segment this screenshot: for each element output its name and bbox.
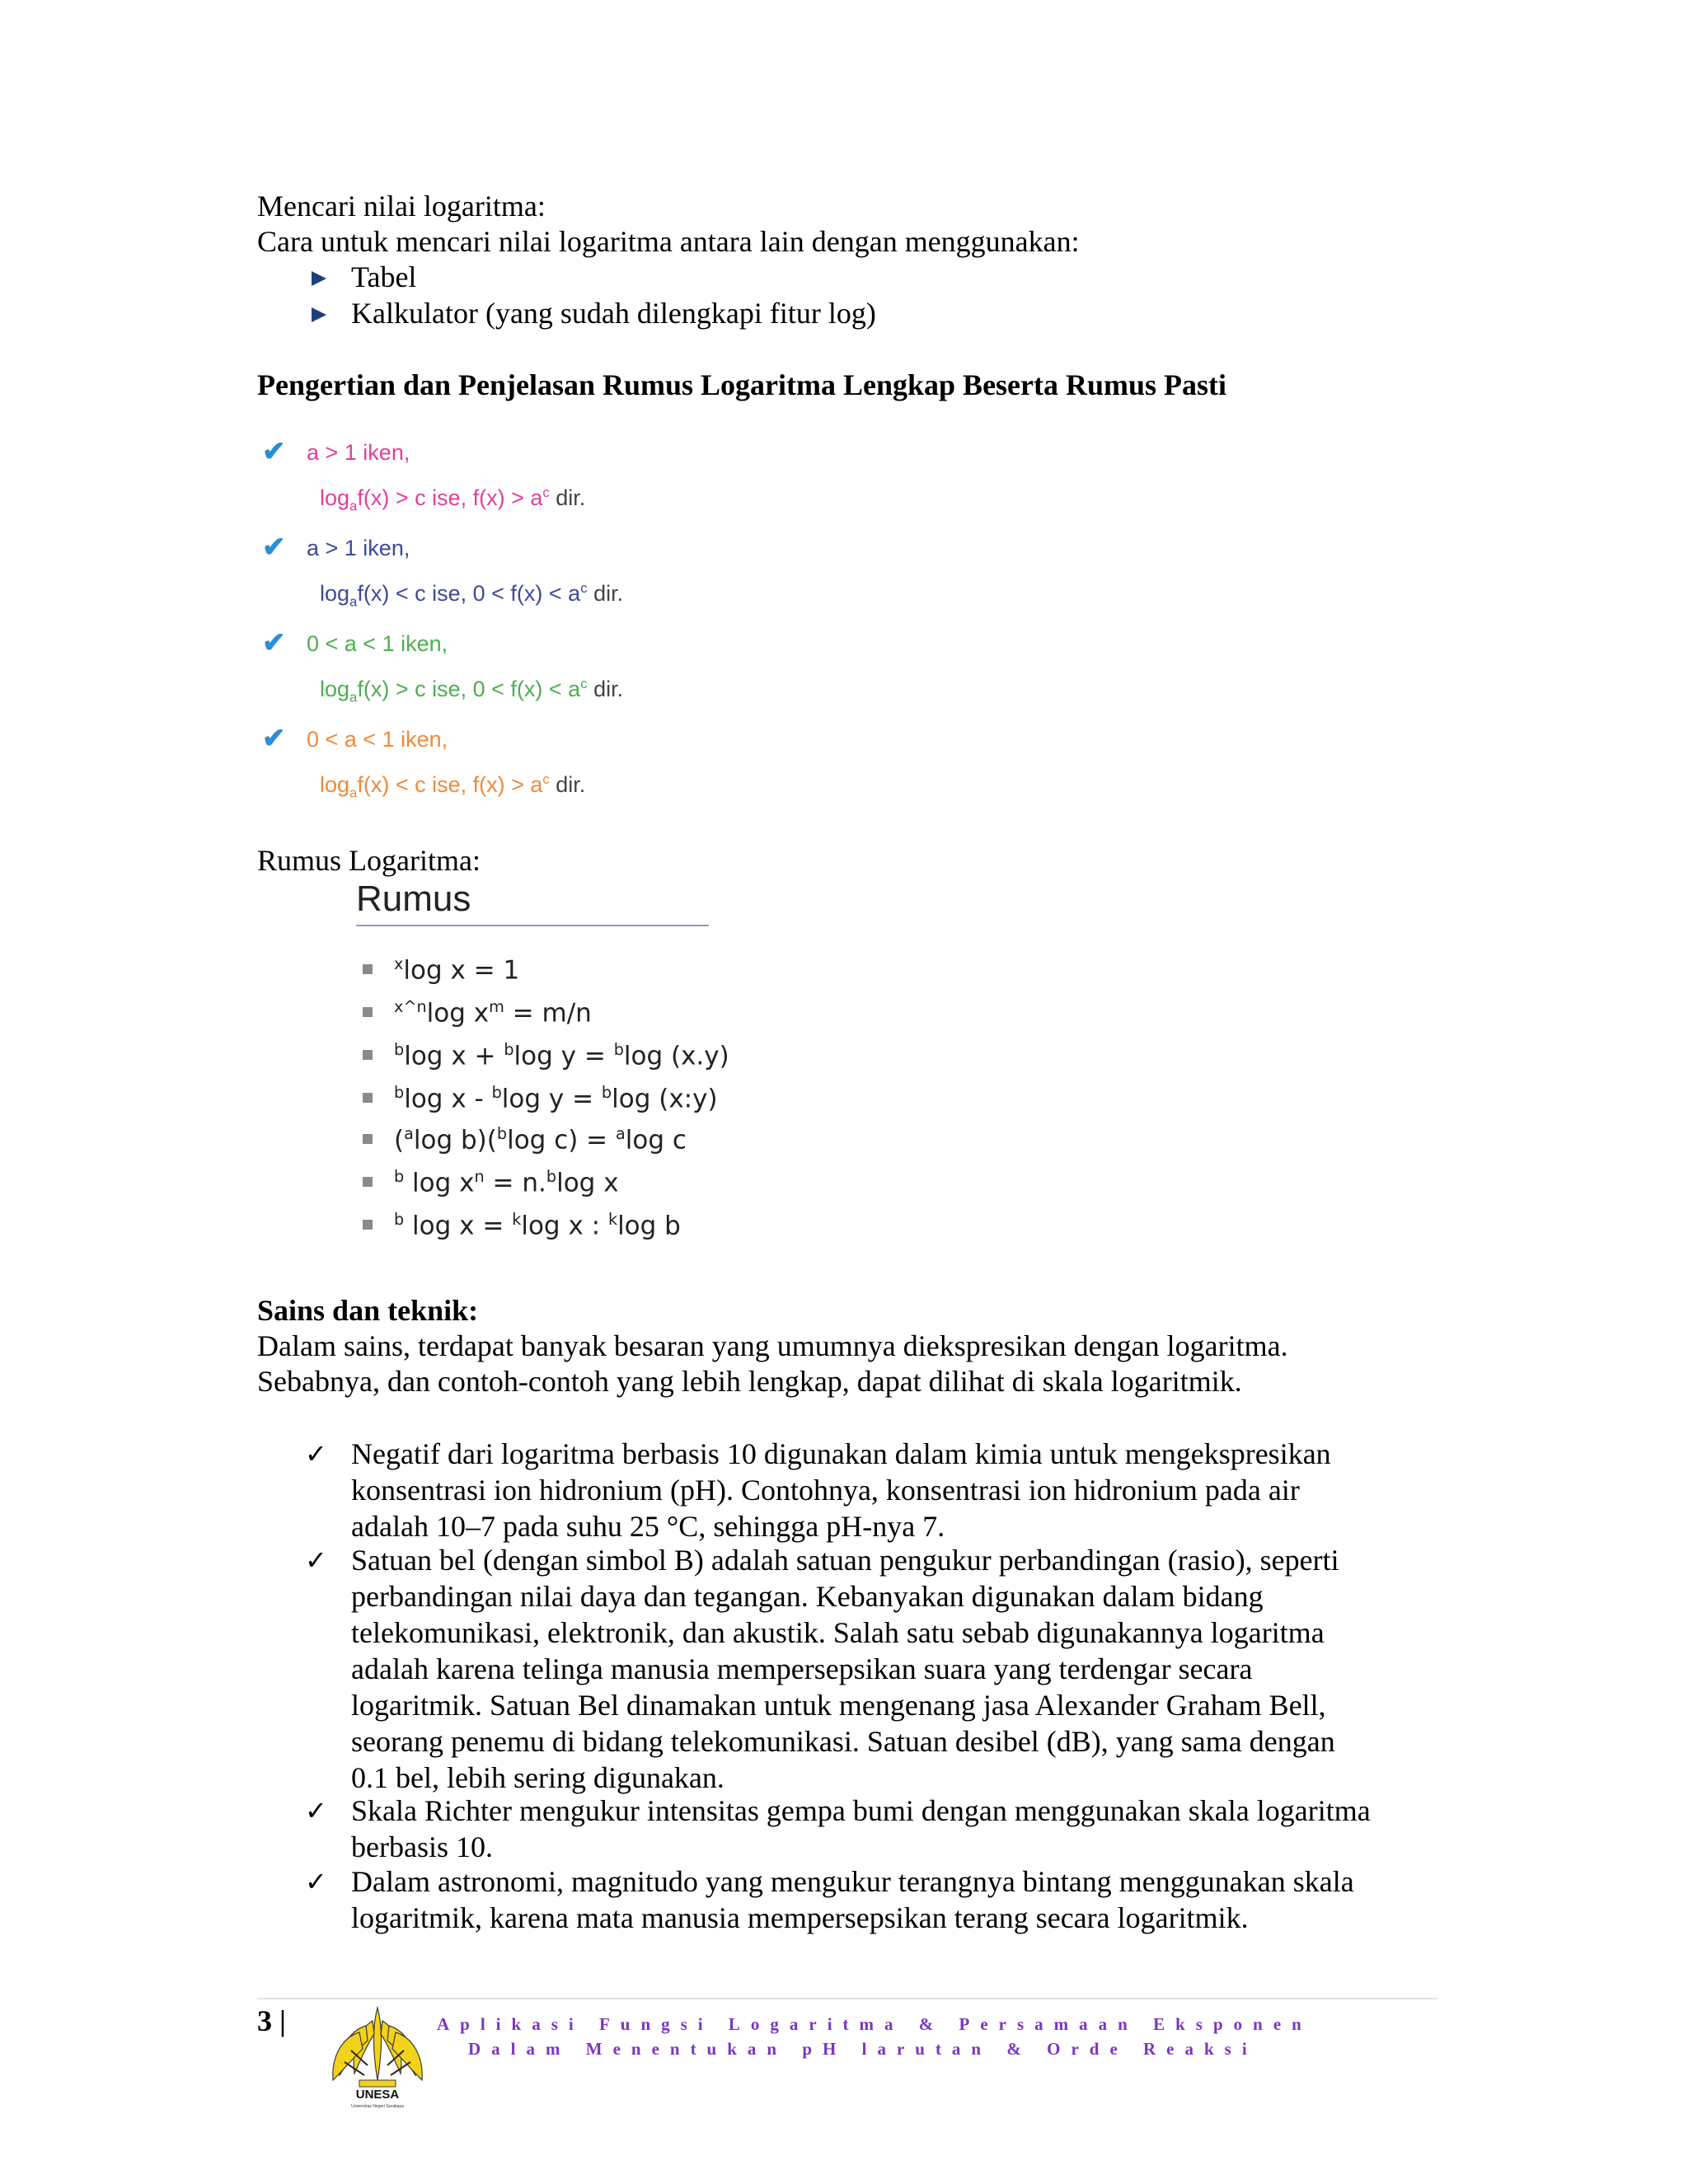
rumus-item: $^{x\^{}n}$log $x^m = m/n$ xyxy=(363,997,592,1028)
rumus-item: $^b$ log x = $^k$log x : $^k$log b xyxy=(363,1210,681,1240)
rumus-divider xyxy=(356,925,709,926)
checkmark-icon: ✓ xyxy=(305,1795,327,1826)
square-bullet-icon xyxy=(363,1007,373,1017)
footer-title-line-2: Dalam Menentukan pH larutan & Orde Reaksi xyxy=(468,2039,1258,2059)
square-bullet-icon xyxy=(363,1220,373,1230)
pasti-rules-image xyxy=(257,429,686,816)
page-number: 3 | xyxy=(257,2004,286,2037)
square-bullet-icon xyxy=(363,1050,373,1060)
rule-formula: $\log_af(x) < c$ ise, $0 < f(x) < a^c$ dir. xyxy=(320,580,624,610)
svg-text:UNESA: UNESA xyxy=(355,2088,400,2102)
checkmark-icon: ✓ xyxy=(305,1866,327,1897)
intro-line-2: Cara untuk mencari nilai logaritma antara lain dengan menggunakan: xyxy=(257,225,1080,258)
rule-formula: $\log_af(x) < c$ ise, $f(x) > a^c$ dir. xyxy=(320,771,586,801)
footer-title-line-1: Aplikasi Fungsi Logaritma & Persamaan Eksponen xyxy=(437,2014,1312,2034)
svg-text:Universitas Negeri Surabaya: Universitas Negeri Surabaya xyxy=(351,2104,404,2109)
rumus-item: $^b$log x - $^b$log y = $^b$log (x:y) xyxy=(363,1083,718,1113)
document-page: Mencari nilai logaritma: Cara untuk mencari nilai logaritma antara lain dengan menggunakan: Tabel Kalkulator (yang sudah dilengkapi fitur log) Pengertian dan Penjelasan Rumus Logaritma Lengkap Beserta Rumus Pasti ✔ a > 1 iken, $\log_af(x) > c$ ise, $f(x) > a^c$ dir. ✔ a > 1 iken, $\log_af(x) < c$ ise, $0 < f(x) < a^c$ dir. ✔ 0 < a < 1 iken, $\log_af(x) > c$ ise, $0 < f(x) < a^c$ dir. ✔ 0 < a < 1 iken, $\log_af(x) < c$ ise, $f(x) > a^c$ dir. Rumus Logaritma: Rumus $^x$log x = 1 $^{x\^{}n}$log $x^m = m/n$ $^b$log x + $^b$log y = $^b$log (x.y) $^b$log x - $^b$log y = $^b$log (x:y) ($^a$log b)($^b$log c) = $^a$log c $^b$ $\log x^n = n.^b\log$ x $^b$ log x = $^k$log x : $^k$log b Sains dan teknik: Dalam sains, terdapat banyak besaran yang umumnya diekspresikan dengan logaritma. Sebabnya, dan contoh-contoh yang lebih lengkap, dapat dilihat di skala logaritmik. ✓ Negatif dari logaritma berbasis 10 digunakan dalam kimia untuk mengekspresikan konsentrasi ion hidronium (pH). Contohnya, konsentrasi ion hidronium pada air adalah 10–7 pada suhu 25 °C, sehingga pH-nya 7. ✓ Satuan bel (dengan simbol B) adalah satuan pengukur perbandingan (rasio), seperti perbandingan nilai daya dan tegangan. Kebanyakan digunakan dalam bidang telekomunikasi, elektronik, dan akustik. Salah satu sebab digunakannya logaritma adalah karena telinga manusia mempersepsikan suara yang terdengar secara logaritmik. Satuan Bel dinamakan untuk mengenang jasa Alexander Graham Bell, seorang penemu di bidang telekomunikasi. Satuan desibel (dB), yang sama dengan 0.1 bel, lebih sering digunakan. ✓ Skala Richter mengukur intensitas gempa bumi dengan menggunakan skala logaritma berbasis 10. ✓ Dalam astronomi, magnitudo yang mengukur terangnya bintang menggunakan skala logaritmik, karena mata manusia mempersepsikan terang secara logaritmik. 3 | UNESA Universitas Negeri Surabaya Aplikasi Fungsi Logaritma & Persamaan Eksponen Dalam Menentukan pH larutan & Orde Reaksi xyxy=(0,0,1688,2184)
rule-condition: 0 < a < 1 iken, xyxy=(307,727,448,752)
unesa-logo-icon xyxy=(326,2001,429,2113)
sains-paragraph-2: Sebabnya, dan contoh-contoh yang lebih lengkap, dapat dilihat di skala logaritmik. xyxy=(257,1365,1242,1398)
section-heading-sains: Sains dan teknik: xyxy=(257,1294,479,1327)
rule-condition: a > 1 iken, xyxy=(307,536,410,560)
rule-formula: $\log_af(x) > c$ ise, $0 < f(x) < a^c$ dir. xyxy=(320,676,624,705)
sains-paragraph-1: Dalam sains, terdapat banyak besaran yang umumnya diekspresikan dengan logaritma. xyxy=(257,1329,1288,1362)
footer-divider xyxy=(257,1998,1437,1999)
square-bullet-icon xyxy=(363,1177,373,1187)
check-icon: ✔ xyxy=(262,723,286,754)
bullet-item-tabel: Tabel xyxy=(351,260,417,293)
checkmark-icon: ✓ xyxy=(305,1544,327,1576)
rumus-item: $^b$log x + $^b$log y = $^b$log (x.y) xyxy=(363,1040,729,1071)
rule-condition: a > 1 iken, xyxy=(307,440,410,465)
bullet-triangle-icon xyxy=(312,307,326,322)
square-bullet-icon xyxy=(363,1134,373,1144)
check-icon: ✔ xyxy=(262,627,286,658)
bullet-item-kalkulator: Kalkulator (yang sudah dilengkapi fitur log) xyxy=(351,297,876,330)
rumus-title: Rumus xyxy=(356,879,471,919)
check-icon: ✔ xyxy=(262,532,286,563)
bullet-triangle-icon xyxy=(312,271,326,286)
intro-line-1: Mencari nilai logaritma: xyxy=(257,190,546,223)
rumus-item: $^x$log x = 1 xyxy=(363,954,519,985)
rumus-label: Rumus Logaritma: xyxy=(257,844,481,877)
square-bullet-icon xyxy=(363,964,373,974)
check-icon: ✔ xyxy=(262,436,286,467)
checkmark-icon: ✓ xyxy=(305,1438,327,1469)
rule-condition: 0 < a < 1 iken, xyxy=(307,631,448,656)
square-bullet-icon xyxy=(363,1093,373,1103)
rumus-item: $^b$ $\log x^n = n.^b\log$ x xyxy=(363,1167,619,1197)
section-heading-pasti: Pengertian dan Penjelasan Rumus Logaritma Lengkap Beserta Rumus Pasti xyxy=(257,368,1227,401)
rumus-item: ($^a$log b)($^b$log c) = $^a$log c xyxy=(363,1124,687,1155)
rule-formula: $\log_af(x) > c$ ise, $f(x) > a^c$ dir. xyxy=(320,485,586,514)
